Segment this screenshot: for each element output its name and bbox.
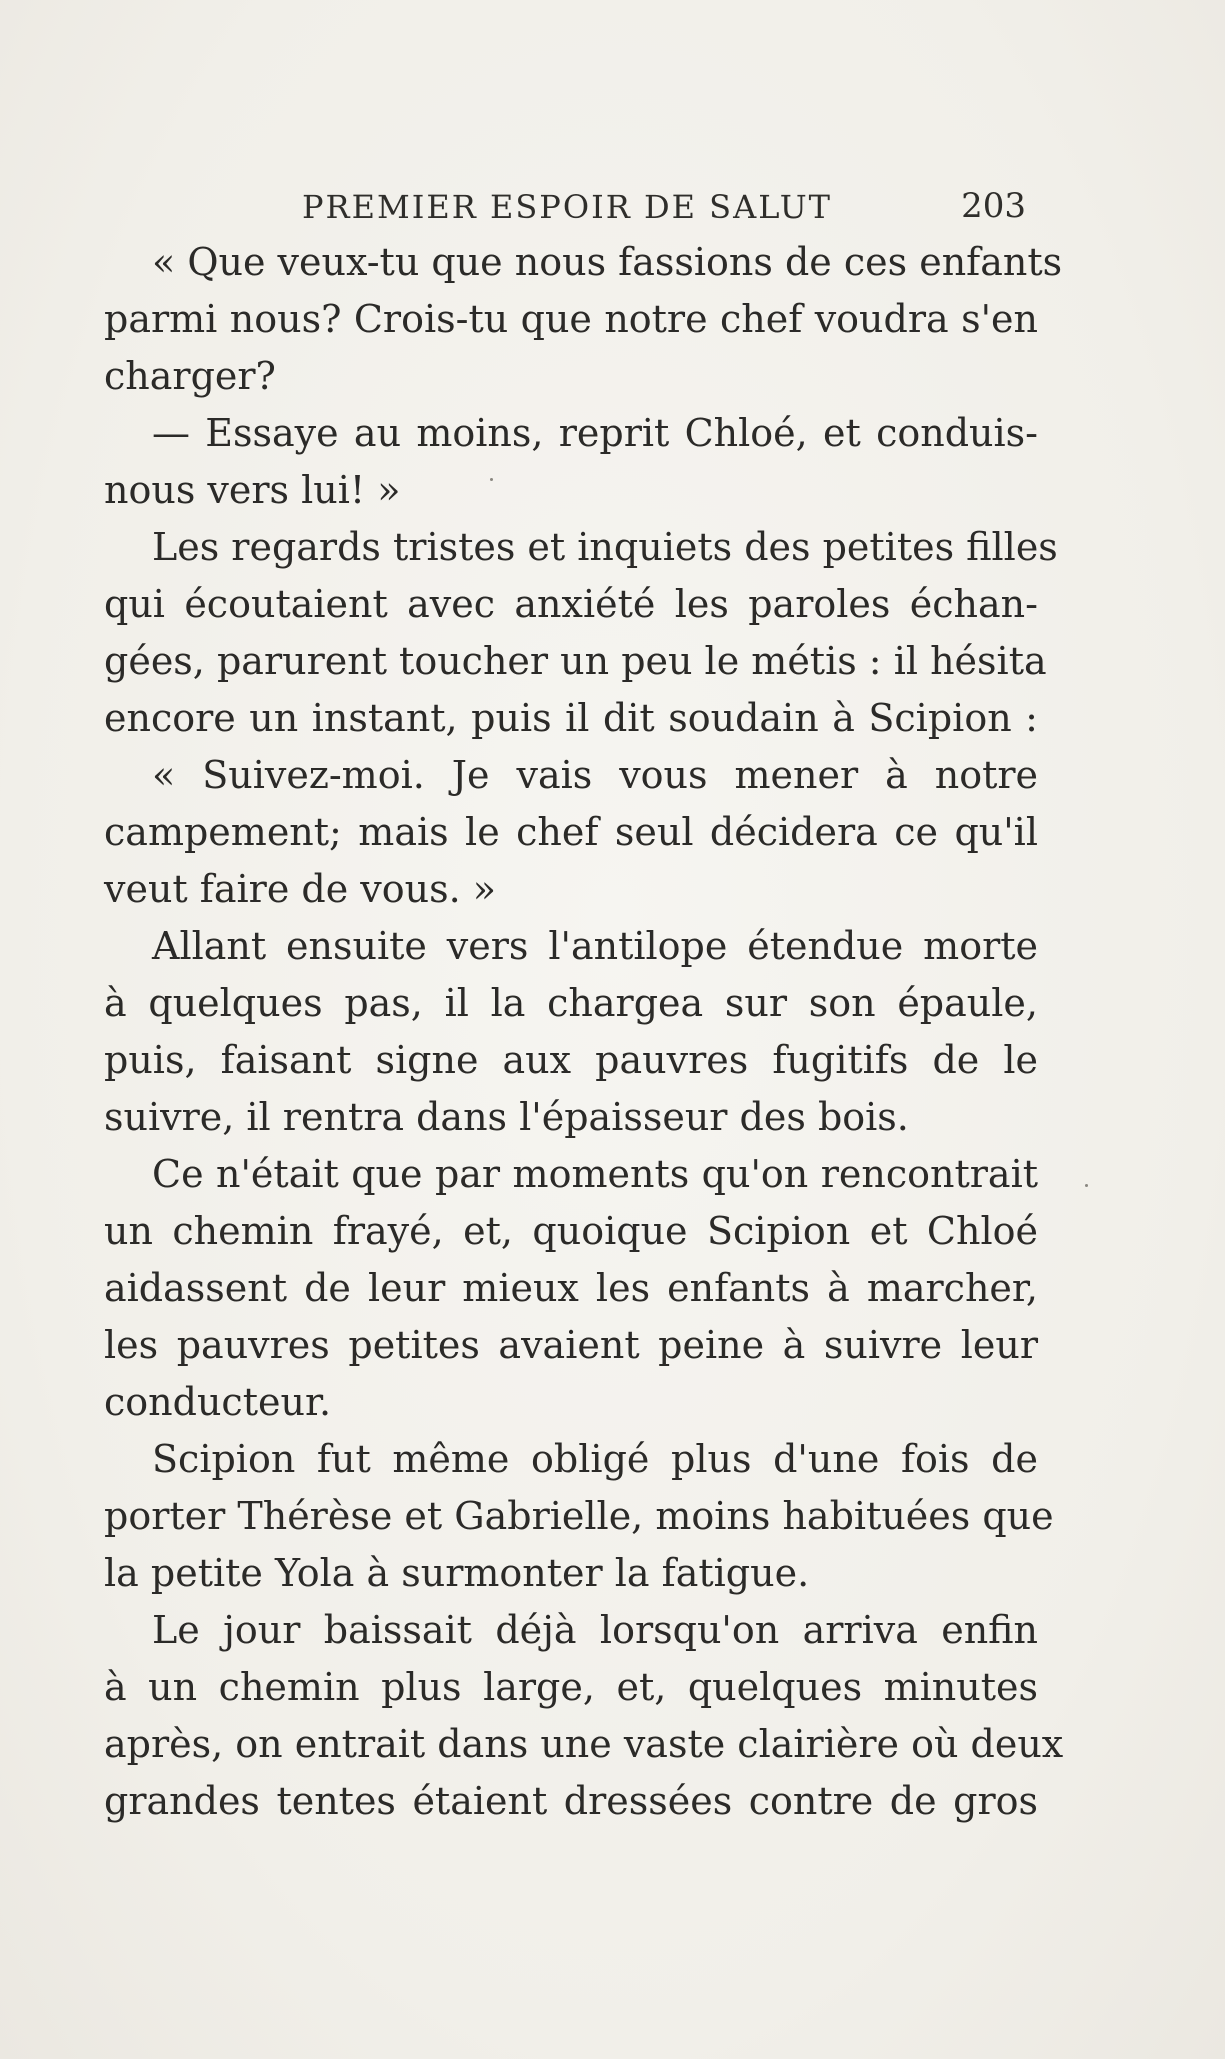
text-line: après, on entrait dans une vaste clairière où deux: [104, 1722, 1064, 1766]
text-line: gées, parurent toucher un peu le métis : il hésita: [104, 639, 1047, 683]
text-line: à un chemin plus large, et, quelques minutes: [104, 1665, 1038, 1709]
text-line: — Essaye au moins, reprit Chloé, et conduis-: [152, 411, 1038, 455]
text-line: Allant ensuite vers l'antilope étendue morte: [152, 924, 1038, 968]
running-header: [102, 178, 1026, 228]
text-line: grandes tentes étaient dressées contre de gros: [104, 1779, 1038, 1823]
text-line: parmi nous? Crois-tu que notre chef voudra s'en: [104, 297, 1038, 341]
text-line: à quelques pas, il la chargea sur son épaule,: [104, 981, 1038, 1025]
running-title: PREMIER ESPOIR DE SALUT: [302, 188, 832, 226]
paper-speck: [1085, 1184, 1088, 1187]
text-line: « Que veux-tu que nous fassions de ces enfants: [152, 240, 1063, 284]
text-line: qui écoutaient avec anxiété les paroles échan-: [104, 582, 1038, 626]
text-line: un chemin frayé, et, quoique Scipion et Chloé: [104, 1209, 1038, 1253]
text-line: puis, faisant signe aux pauvres fugitifs de le: [104, 1038, 1038, 1082]
text-line: Ce n'était que par moments qu'on rencontrait: [152, 1152, 1038, 1196]
text-line: encore un instant, puis il dit soudain à Scipion :: [104, 696, 1038, 740]
body-text: [104, 234, 1064, 1830]
text-line: « Suivez-moi. Je vais vous mener à notre: [152, 753, 1038, 797]
text-line: porter Thérèse et Gabrielle, moins habituées que: [104, 1494, 1054, 1538]
text-line: Le jour baissait déjà lorsqu'on arriva enfin: [152, 1608, 1038, 1652]
text-line: Les regards tristes et inquiets des petites filles: [152, 525, 1058, 569]
text-line: Scipion fut même obligé plus d'une fois de: [152, 1437, 1038, 1481]
text-line: veut faire de vous. »: [104, 867, 497, 911]
text-line: nous vers lui! »: [104, 468, 401, 512]
text-line: la petite Yola à surmonter la fatigue.: [104, 1551, 810, 1595]
text-line: charger?: [104, 354, 276, 398]
text-line: aidassent de leur mieux les enfants à marcher,: [104, 1266, 1038, 1310]
text-line: suivre, il rentra dans l'épaisseur des bois.: [104, 1095, 909, 1139]
page-number: 203: [961, 186, 1026, 226]
text-line: conducteur.: [104, 1380, 332, 1424]
paper-speck: [490, 478, 493, 481]
text-line: les pauvres petites avaient peine à suivre leur: [104, 1323, 1038, 1367]
text-line: campement; mais le chef seul décidera ce qu'il: [104, 810, 1038, 854]
